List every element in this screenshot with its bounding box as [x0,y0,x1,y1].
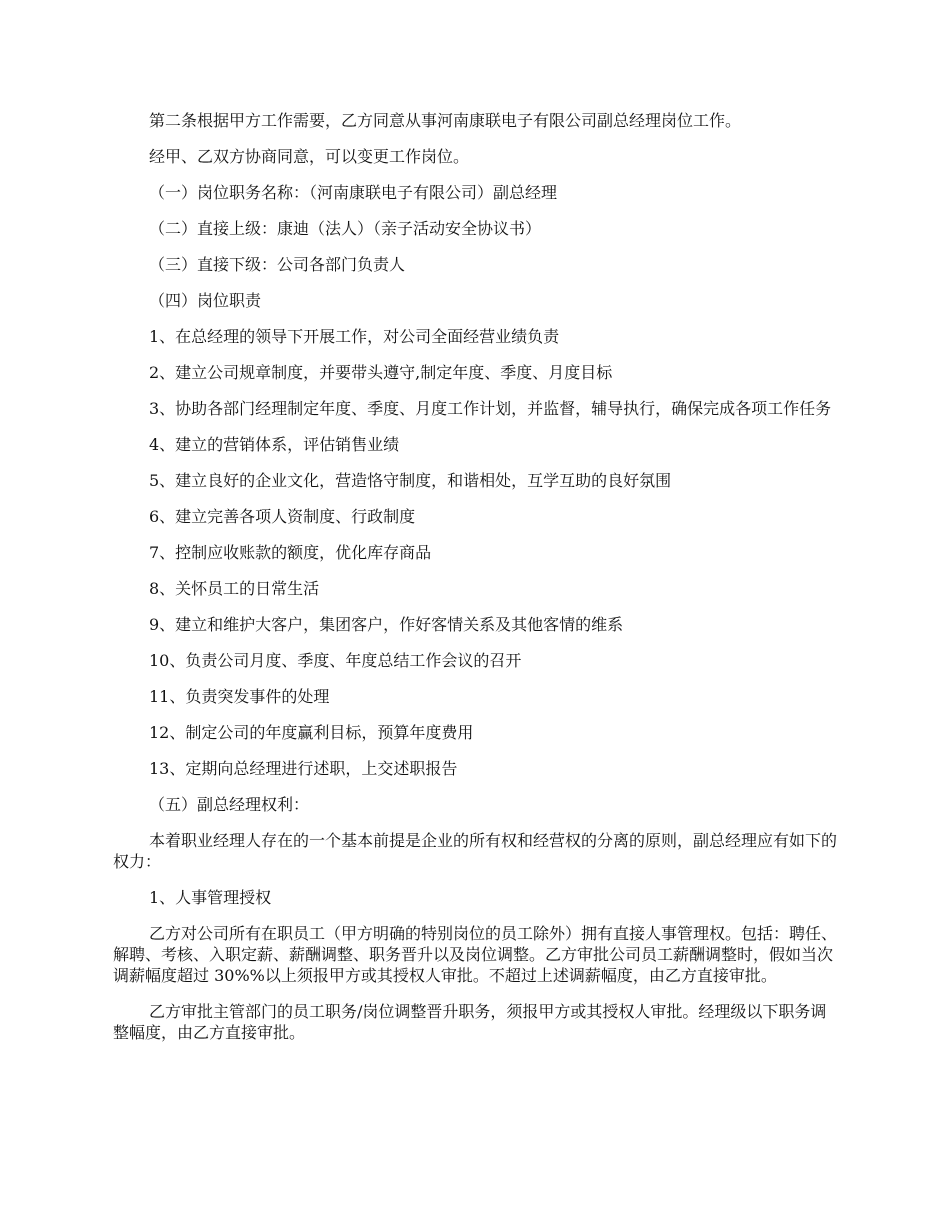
list-item: 7、控制应收账款的额度，优化库存商品 [149,543,432,562]
paragraph: 本着职业经理人存在的一个基本前提是企业的所有权和经营权的分离的原则，副总经理应有如下的权力： [113,831,838,871]
list-item: 13、定期向总经理进行述职，上交述职报告 [149,759,458,778]
list-item: 1、人事管理授权 [149,888,272,907]
document-body [113,110,841,1058]
list-item: 3、协助各部门经理制定年度、季度、月度工作计划，并监督，辅导执行，确保完成各项工作任务 [149,399,832,418]
list-item: 4、建立的营销体系，评估销售业绩 [149,435,400,454]
paragraph: 乙方审批主管部门的员工职务/岗位调整晋升职务，须报甲方或其授权人审批。经理级以下职务调整幅度，由乙方直接审批。 [113,1002,827,1042]
paragraph: （三）直接下级：公司各部门负责人 [149,255,406,274]
list-item: 1、在总经理的领导下开展工作，对公司全面经营业绩负责 [149,327,560,346]
paragraph: （四）岗位职责 [149,291,262,310]
list-item: 12、制定公司的年度赢利目标，预算年度费用 [149,723,474,742]
list-item: 8、关怀员工的日常生活 [149,579,320,598]
list-item: 10、负责公司月度、季度、年度总结工作会议的召开 [149,651,522,670]
paragraph: （一）岗位职务名称：（河南康联电子有限公司）副总经理 [149,183,558,202]
paragraph: 经甲、乙双方协商同意，可以变更工作岗位。 [149,147,470,166]
list-item: 11、负责突发事件的处理 [149,687,330,706]
section-heading: （五）副总经理权利： [149,795,310,814]
paragraph: 乙方对公司所有在职员工（甲方明确的特别岗位的员工除外）拥有直接人事管理权。包括：聘任、解聘、考核、入职定薪、薪酬调整、职务晋升以及岗位调整。乙方审批公司员工薪酬调整时，假如当次调薪幅度超过 30%%以上须报甲方或其授权人审批。不超过上述调薪幅度，由乙方直接审批。 [113,924,838,985]
list-item: 2、建立公司规章制度，并要带头遵守,制定年度、季度、月度目标 [149,363,613,382]
paragraph: （二）直接上级：康迪（法人）（亲子活动安全协议书） [149,219,542,238]
list-item: 6、建立完善各项人资制度、行政制度 [149,507,416,526]
paragraph: 第二条根据甲方工作需要，乙方同意从事河南康联电子有限公司副总经理岗位工作。 [149,111,742,130]
list-item: 5、建立良好的企业文化，营造恪守制度，和谐相处，互学互助的良好氛围 [149,471,672,490]
list-item: 9、建立和维护大客户，集团客户，作好客情关系及其他客情的维系 [149,615,624,634]
